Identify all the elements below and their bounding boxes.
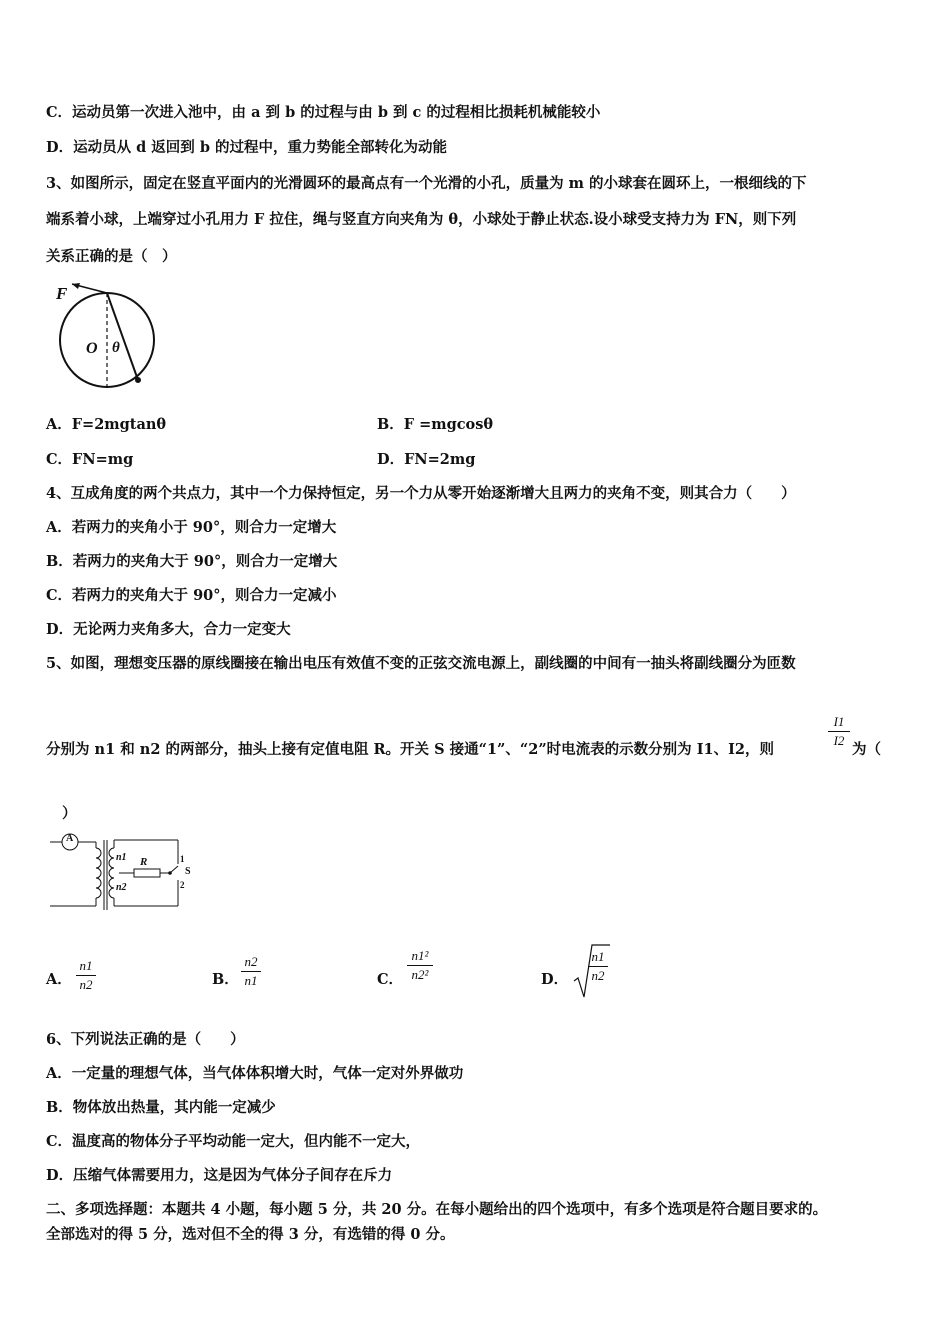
q5-fig-s-label: S bbox=[185, 866, 191, 877]
q5-stem-line2: 分别为 n1 和 n2 的两部分，抽头上接有定值电阻 R。开关 S 接通“1”、“2”时电流表的示数分别为 I1、I2，则 bbox=[46, 741, 774, 758]
q5-option-d-label: D． bbox=[541, 971, 569, 988]
q5-option-a-fraction bbox=[76, 958, 96, 993]
q2-option-d: D．运动员从 d 返回到 b 的过程中，重力势能全部转化为动能 bbox=[46, 139, 448, 156]
fraction-bar bbox=[828, 731, 850, 732]
q5-current-ratio bbox=[828, 714, 850, 749]
q5-stem-line1: 5、如图，理想变压器的原线圈接在输出电压有效值不变的正弦交流电源上，副线圈的中间有一抽头将副线圈分为匝数 bbox=[46, 655, 796, 672]
q6-option-c: C．温度高的物体分子平均动能一定大，但内能不一定大， bbox=[46, 1133, 421, 1150]
q5-option-d-fraction bbox=[588, 949, 608, 984]
q3-fig-theta-label: θ bbox=[112, 340, 120, 356]
q3-option-c: C．FN=mg bbox=[46, 451, 134, 468]
q5-option-b-fraction bbox=[241, 954, 261, 989]
q5-option-c-denominator: n2² bbox=[411, 967, 429, 982]
q3-stem-line2: 端系着小球，上端穿过小孔用力 F 拉住，绳与竖直方向夹角为 θ，小球处于静止状态.设小球受支持力为 FN，则下列 bbox=[46, 211, 797, 228]
q3-option-b: B．F =mgcosθ bbox=[377, 416, 494, 433]
q5-option-c-fraction bbox=[407, 948, 433, 983]
q5-fig-ammeter-label: A bbox=[66, 833, 74, 844]
q5-option-b-denominator: n1 bbox=[244, 973, 258, 988]
q3-stem-line1: 3、如图所示，固定在竖直平面内的光滑圆环的最高点有一个光滑的小孔，质量为 m 的小球套在圆环上，一根细线的下 bbox=[46, 175, 807, 192]
q5-option-a-denominator: n2 bbox=[79, 977, 93, 992]
section2-heading-line2: 全部选对的得 5 分，选对但不全的得 3 分，有选错的得 0 分。 bbox=[46, 1226, 455, 1243]
q5-option-b-label: B． bbox=[212, 971, 239, 988]
q5-fig-terminal-2: 2 bbox=[180, 880, 185, 890]
fraction-bar bbox=[407, 965, 433, 966]
q5-option-b-numerator: n2 bbox=[244, 954, 258, 969]
q2-option-c: C．运动员第一次进入池中，由 a 到 b 的过程与由 b 到 c 的过程相比损耗机械能较小 bbox=[46, 104, 601, 121]
fraction-bar bbox=[241, 971, 261, 972]
fraction-bar bbox=[76, 975, 96, 976]
q5-option-a-numerator: n1 bbox=[79, 958, 93, 973]
q5-option-a-label: A． bbox=[46, 971, 72, 988]
q3-option-d: D．FN=2mg bbox=[377, 451, 476, 468]
q6-option-b: B．物体放出热量，其内能一定减少 bbox=[46, 1099, 276, 1116]
q5-ratio-denominator: I2 bbox=[833, 733, 845, 748]
q5-fig-r-label: R bbox=[140, 856, 148, 868]
q5-stem-line2-end: 为（ bbox=[852, 741, 881, 758]
q5-stem-line3: ） bbox=[62, 805, 77, 822]
q3-fig-f-label: F bbox=[56, 284, 68, 303]
section2-heading-line1: 二、多项选择题：本题共 4 小题，每小题 5 分，共 20 分。在每小题给出的四个选项中，有多个选项是符合题目要求的。 bbox=[46, 1201, 828, 1218]
q5-fig-terminal-1: 1 bbox=[180, 854, 185, 864]
q4-option-c: C．若两力的夹角大于 90°，则合力一定减小 bbox=[46, 587, 337, 604]
q5-option-d-numerator: n1 bbox=[591, 949, 605, 964]
q3-option-a: A．F=2mgtanθ bbox=[46, 416, 167, 433]
q5-option-d-denominator: n2 bbox=[591, 968, 605, 983]
q5-fig-n2-label: n2 bbox=[116, 882, 127, 893]
q3-fig-o-label: O bbox=[86, 340, 98, 357]
q4-option-a: A．若两力的夹角小于 90°，则合力一定增大 bbox=[46, 519, 337, 536]
q6-option-a: A．一定量的理想气体，当气体体积增大时，气体一定对外界做功 bbox=[46, 1065, 464, 1082]
q4-option-b: B．若两力的夹角大于 90°，则合力一定增大 bbox=[46, 553, 338, 570]
q4-option-d: D．无论两力夹角多大，合力一定变大 bbox=[46, 621, 291, 638]
q6-stem: 6、下列说法正确的是（ ） bbox=[46, 1031, 245, 1048]
q6-option-d: D．压缩气体需要用力，这是因为气体分子间存在斥力 bbox=[46, 1167, 393, 1184]
q5-option-c-label: C． bbox=[377, 971, 404, 988]
q5-ratio-numerator: I1 bbox=[833, 714, 845, 729]
q5-option-c-numerator: n1² bbox=[411, 948, 429, 963]
q5-transformer-figure bbox=[46, 828, 196, 913]
q3-ring-figure bbox=[50, 282, 160, 397]
q5-fig-n1-label: n1 bbox=[116, 852, 127, 863]
fraction-bar bbox=[588, 966, 608, 967]
q5-option-d-radical bbox=[572, 943, 612, 999]
q4-stem: 4、互成角度的两个共点力，其中一个力保持恒定，另一个力从零开始逐渐增大且两力的夹角不变，则其合力（ ） bbox=[46, 485, 796, 502]
q3-stem-line3: 关系正确的是（ ） bbox=[46, 248, 177, 265]
